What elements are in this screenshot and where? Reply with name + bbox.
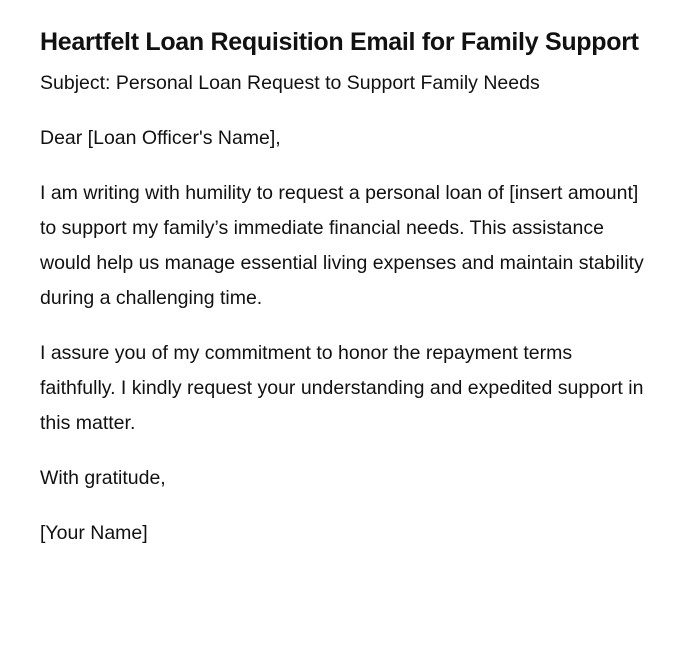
email-greeting: Dear [Loan Officer's Name], [40,127,281,149]
email-closing: With gratitude, [40,467,166,489]
document-title: Heartfelt Loan Requisition Email for Family Support [40,28,639,56]
body-paragraph: I assure you of my commitment to honor the repayment terms faithfully. I kindly request your understanding and expedited support in this matter. [40,342,644,434]
email-signature: [Your Name] [40,522,148,544]
email-subject: Subject: Personal Loan Request to Support Family Needs [40,72,540,94]
body-paragraph: I am writing with humility to request a personal loan of [insert amount] to support my family’s immediate financial needs. This assistance would help us manage essential living expenses and maintain stability during a challenging time. [40,182,644,309]
